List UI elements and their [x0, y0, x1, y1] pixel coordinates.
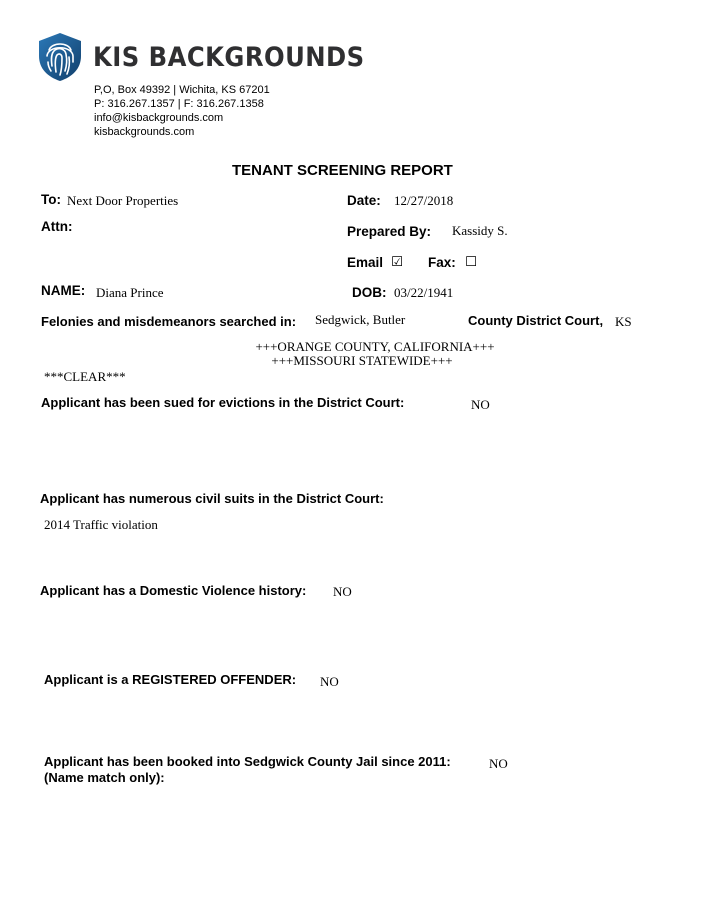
- registered-offender-label: Applicant is a REGISTERED OFFENDER:: [44, 672, 297, 687]
- email-label: Email: [347, 255, 384, 270]
- court-state: KS: [615, 314, 632, 329]
- domestic-violence-label: Applicant has a Domestic Violence history:: [40, 583, 307, 598]
- attn-label: Attn:: [41, 219, 73, 234]
- company-email: info@kisbackgrounds.com: [94, 112, 224, 124]
- email-checkbox: ☑: [391, 254, 404, 269]
- jail-booking-note: (Name match only):: [44, 770, 165, 785]
- search-line-missouri: +++MISSOURI STATEWIDE+++: [271, 353, 453, 368]
- name-label: NAME:: [41, 283, 86, 298]
- dob-value: 03/22/1941: [394, 285, 454, 300]
- registered-offender-value: NO: [320, 674, 339, 689]
- report-title: TENANT SCREENING REPORT: [232, 162, 453, 179]
- to-value: Next Door Properties: [67, 193, 179, 208]
- felonies-label: Felonies and misdemeanors searched in:: [41, 314, 297, 329]
- clear-result: ***CLEAR***: [44, 369, 126, 384]
- evictions-label: Applicant has been sued for evictions in the District Court:: [41, 395, 405, 410]
- jail-booking-value: NO: [489, 756, 508, 771]
- domestic-violence-value: NO: [333, 584, 352, 599]
- name-value: Diana Prince: [96, 285, 164, 300]
- civil-suits-label: Applicant has numerous civil suits in the District Court:: [40, 491, 384, 506]
- evictions-value: NO: [471, 397, 490, 412]
- dob-label: DOB:: [352, 285, 387, 300]
- civil-suits-value: 2014 Traffic violation: [44, 517, 158, 532]
- fingerprint-shield-logo-icon: [37, 32, 83, 82]
- jail-booking-label: Applicant has been booked into Sedgwick County Jail since 2011:: [44, 754, 451, 769]
- company-address: P,O, Box 49392 | Wichita, KS 67201: [94, 84, 270, 96]
- company-website: kisbackgrounds.com: [94, 126, 195, 138]
- fax-label: Fax:: [428, 255, 456, 270]
- prepared-by-label: Prepared By:: [347, 224, 432, 239]
- felonies-counties: Sedgwick, Butler: [315, 312, 406, 327]
- company-phone-fax: P: 316.267.1357 | F: 316.267.1358: [94, 98, 264, 110]
- court-label: County District Court,: [468, 313, 604, 328]
- to-label: To:: [41, 192, 61, 207]
- search-line-orange-county: +++ORANGE COUNTY, CALIFORNIA+++: [255, 339, 495, 354]
- prepared-by-value: Kassidy S.: [452, 223, 508, 238]
- fax-checkbox: ☐: [465, 254, 478, 269]
- date-label: Date:: [347, 193, 381, 208]
- brand-name: KIS BACKGROUNDS: [93, 42, 365, 73]
- date-value: 12/27/2018: [394, 193, 454, 208]
